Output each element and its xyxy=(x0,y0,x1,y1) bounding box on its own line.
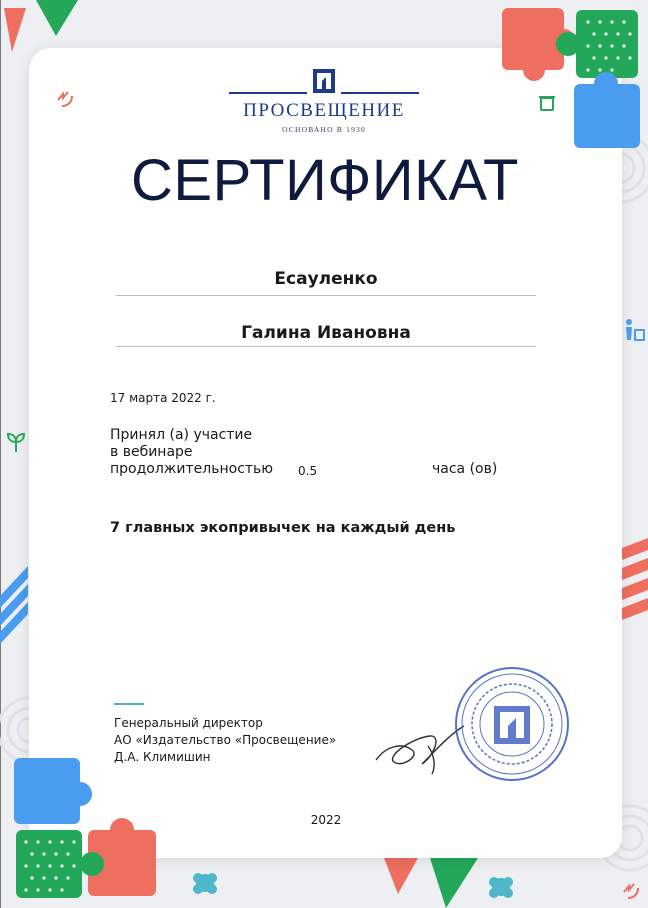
logo-wordmark: ПРОСВЕЩЕНИЕ xyxy=(243,100,405,121)
signatory-name: Д.А. Климишин xyxy=(114,750,211,764)
pennant-green-bottom xyxy=(430,858,478,908)
publisher-logo xyxy=(229,66,419,138)
eco-blob-icon xyxy=(190,868,220,898)
official-seal xyxy=(452,664,572,784)
pennant-red-top-left xyxy=(4,8,26,52)
certificate-date: 17 марта 2022 г. xyxy=(110,391,216,405)
puzzle-pieces-bottom-left xyxy=(8,754,164,904)
certificate-year: 2022 xyxy=(310,813,342,827)
puzzle-pieces-top-right xyxy=(496,4,648,152)
puzzle-blue-bottom-icon xyxy=(14,758,92,824)
signatory-position: Генеральный директор xyxy=(114,716,263,730)
signatory-block xyxy=(114,715,336,766)
stripes-right xyxy=(622,538,648,620)
certificate-title: СЕРТИФИКАТ xyxy=(131,148,519,213)
logo-mark-icon xyxy=(312,68,336,94)
eco-plug-icon-bottom xyxy=(620,880,642,902)
pennant-green-top-left xyxy=(36,0,78,36)
signatory-accent-line xyxy=(114,703,144,705)
signatory-company: АО «Издательство «Просвещение» xyxy=(114,733,337,747)
duration-unit: часа (ов) xyxy=(432,461,498,477)
participation-line-1: Принял (а) участие xyxy=(110,427,253,443)
pennant-red-bottom xyxy=(384,858,418,894)
participation-line-2: в вебинаре xyxy=(110,444,193,460)
last-name-rule xyxy=(116,295,536,296)
eco-plug-icon xyxy=(54,88,76,110)
logo-founded: ОСНОВАНО В 1930 xyxy=(282,125,366,134)
person-recycling-icon xyxy=(622,318,646,342)
webinar-title: 7 главных экопривычек на каждый день xyxy=(110,520,456,536)
sprout-icon xyxy=(4,430,28,454)
puzzle-green-icon xyxy=(556,10,638,78)
duration-label: продолжительностью xyxy=(110,461,274,477)
eco-blob-icon-2 xyxy=(486,872,516,902)
recycle-bin-icon xyxy=(538,94,556,112)
duration-value: 0.5 xyxy=(298,464,318,478)
puzzle-blue-icon xyxy=(574,72,640,148)
last-name: Есауленко xyxy=(274,269,378,289)
first-middle-name: Галина Ивановна xyxy=(241,323,411,343)
stripes-left xyxy=(0,566,28,644)
first-middle-name-rule xyxy=(116,346,536,347)
